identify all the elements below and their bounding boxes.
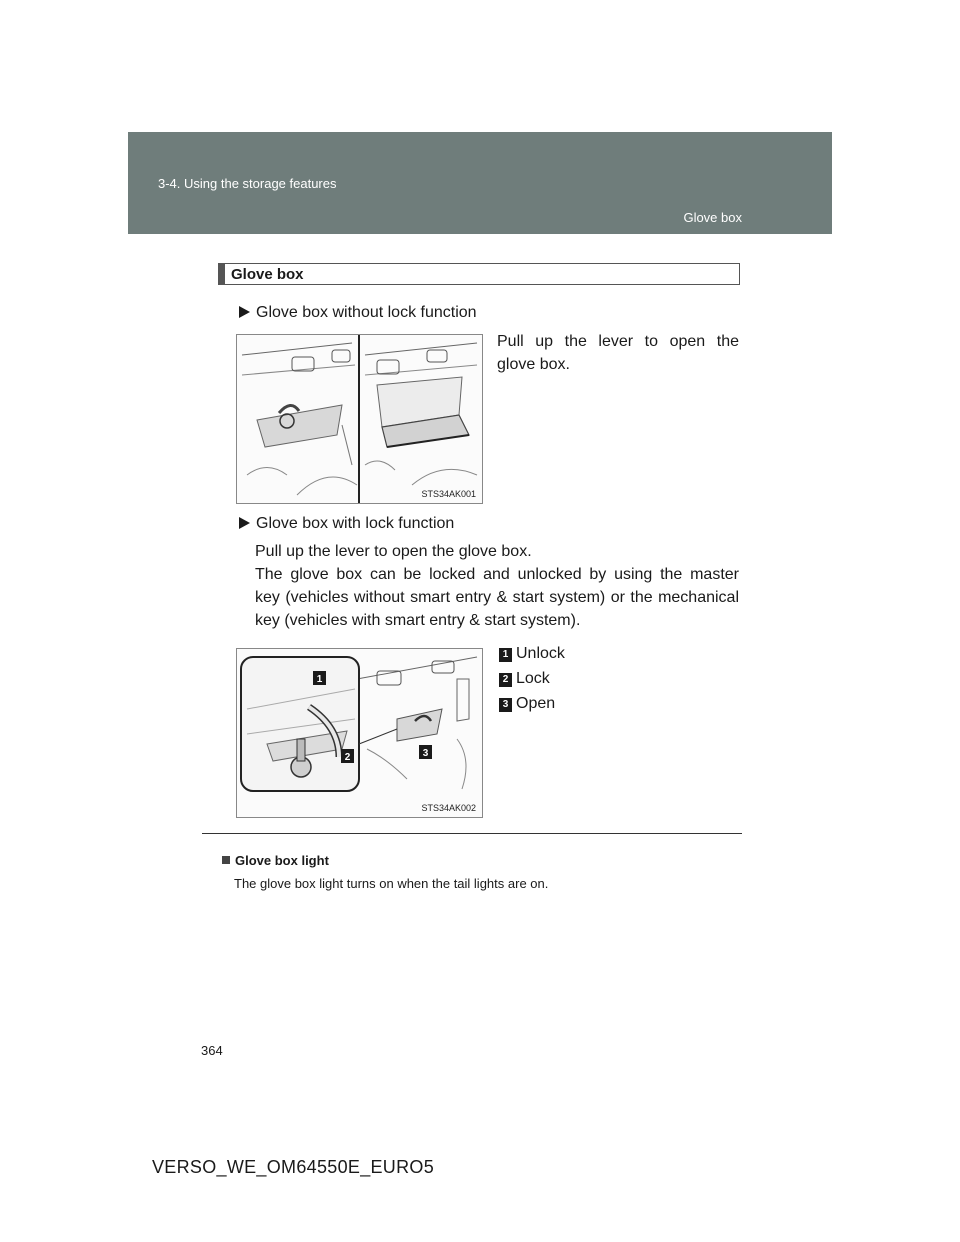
figure-without-lock [236,334,483,504]
svg-text:3: 3 [422,748,429,759]
legend-number: 2 [499,673,512,687]
with-lock-heading [239,515,454,533]
legend-item-open [499,695,555,713]
legend-label: Open [516,695,556,712]
page-number: 364 [201,1043,223,1058]
page-header [128,132,832,234]
note-heading [222,853,329,868]
legend-item-unlock [499,645,565,663]
note-body: The glove box light turns on when the tail lights are on. [234,876,549,891]
glove-box-illustration [237,335,482,503]
legend-number: 1 [499,648,512,662]
without-lock-text-1: Pull up the lever to open the [497,333,739,350]
heading-title: Glove box [231,266,304,283]
with-lock-line-3: key (vehicles without smart entry & start system) or the mechanical [255,589,739,606]
figure-code: STS34AK001 [421,489,476,499]
figure-with-lock [236,648,483,818]
with-lock-label: Glove box with lock function [256,515,455,532]
legend-number: 3 [499,698,512,712]
with-lock-line-2: The glove box can be locked and unlocked by using the master [255,566,739,583]
triangle-bullet-icon [239,306,250,318]
svg-text:1: 1 [316,674,323,685]
glove-box-lock-illustration [237,649,482,817]
with-lock-instruction [255,540,739,632]
section-title: 3-4. Using the storage features [158,176,337,191]
divider-rule [202,833,742,834]
document-code: VERSO_WE_OM64550E_EURO5 [152,1157,435,1177]
legend-label: Lock [516,670,550,687]
with-lock-line-4: key (vehicles with smart entry & start system). [255,612,581,629]
without-lock-label: Glove box without lock function [256,304,477,321]
figure-code: STS34AK002 [421,803,476,813]
section-heading [218,263,740,285]
triangle-bullet-icon [239,517,250,529]
with-lock-line-1: Pull up the lever to open the glove box. [255,543,532,560]
heading-bar [219,264,225,284]
note-title: Glove box light [235,853,329,868]
svg-text:2: 2 [344,752,351,763]
without-lock-heading [239,304,477,322]
topic-title: Glove box [683,210,742,225]
without-lock-instruction [497,330,739,376]
square-bullet-icon [222,856,230,864]
without-lock-text-2: glove box. [497,356,570,373]
legend-item-lock [499,670,550,688]
legend-label: Unlock [516,645,565,662]
